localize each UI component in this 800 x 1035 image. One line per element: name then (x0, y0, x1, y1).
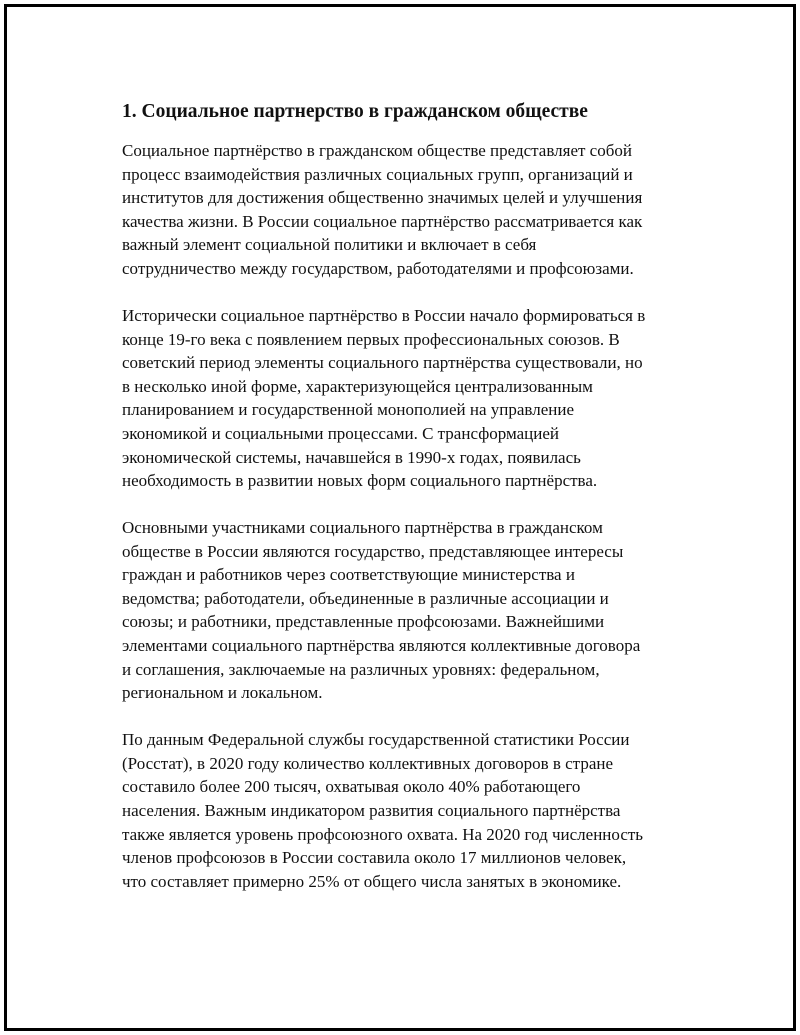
text-line: членов профсоюзов в России составила около 17 миллионов человек, (122, 848, 627, 868)
text-line: конце 19-го века с появлением первых профессиональных союзов. В (122, 329, 620, 349)
text-line: Основными участниками социального партнёрства в гражданском (122, 518, 603, 538)
text-line: советский период элементы социального партнёрства существовали, но (122, 353, 643, 373)
paragraph-4 (122, 728, 697, 893)
page-frame (4, 4, 796, 1031)
text-line: в несколько иной форме, характеризующейся централизованным (122, 376, 593, 396)
text-line: Исторически социальное партнёрство в России начало формироваться в (122, 305, 646, 325)
text-line: региональном и локальном. (122, 683, 323, 703)
text-line: (Росстат), в 2020 году количество коллективных договоров в стране (122, 753, 614, 773)
text-line: институтов для достижения общественно значимых целей и улучшения (122, 188, 643, 208)
text-line: союзы; и работники, представленные профсоюзами. Важнейшими (122, 612, 605, 632)
text-line: экономикой и социальными процессами. С трансформацией (122, 423, 559, 443)
text-line: качества жизни. В России социальное партнёрство рассматривается как (122, 211, 643, 231)
text-line: граждан и работников через соответствующие министерства и (122, 565, 575, 585)
text-line: населения. Важным индикатором развития социального партнёрства (122, 801, 621, 821)
text-line: По данным Федеральной службы государственной статистики России (122, 730, 630, 750)
text-line: планированием и государственной монополией на управление (122, 400, 574, 420)
text-line: что составляет примерно 25% от общего числа занятых в экономике. (122, 871, 622, 891)
text-line: также является уровень профсоюзного охвата. На 2020 год численность (122, 824, 644, 844)
text-line: процесс взаимодействия различных социальных групп, организаций и (122, 164, 633, 184)
paragraph-1 (122, 139, 697, 281)
text-line: важный элемент социальной политики и включает в себя (122, 235, 537, 255)
text-line: составило более 200 тысяч, охватывая около 40% работающего (122, 777, 581, 797)
text-line: обществе в России являются государство, представляющее интересы (122, 541, 624, 561)
document-body (122, 99, 697, 917)
text-line: необходимость в развитии новых форм социального партнёрства. (122, 471, 598, 491)
text-line: сотрудничество между государством, работодателями и профсоюзами. (122, 258, 634, 278)
text-line: элементами социального партнёрства являются коллективные договора (122, 636, 641, 656)
text-line: экономической системы, начавшейся в 1990-х годах, появилась (122, 447, 581, 467)
paragraph-2 (122, 304, 697, 493)
text-line: и соглашения, заключаемые на различных уровнях: федеральном, (122, 659, 600, 679)
text-line: Социальное партнёрство в гражданском обществе представляет собой (122, 141, 632, 160)
paragraph-3 (122, 516, 697, 705)
section-heading: 1. Социальное партнерство в гражданском обществе (122, 101, 588, 122)
text-line: ведомства; работодатели, объединенные в различные ассоциации и (122, 588, 609, 608)
